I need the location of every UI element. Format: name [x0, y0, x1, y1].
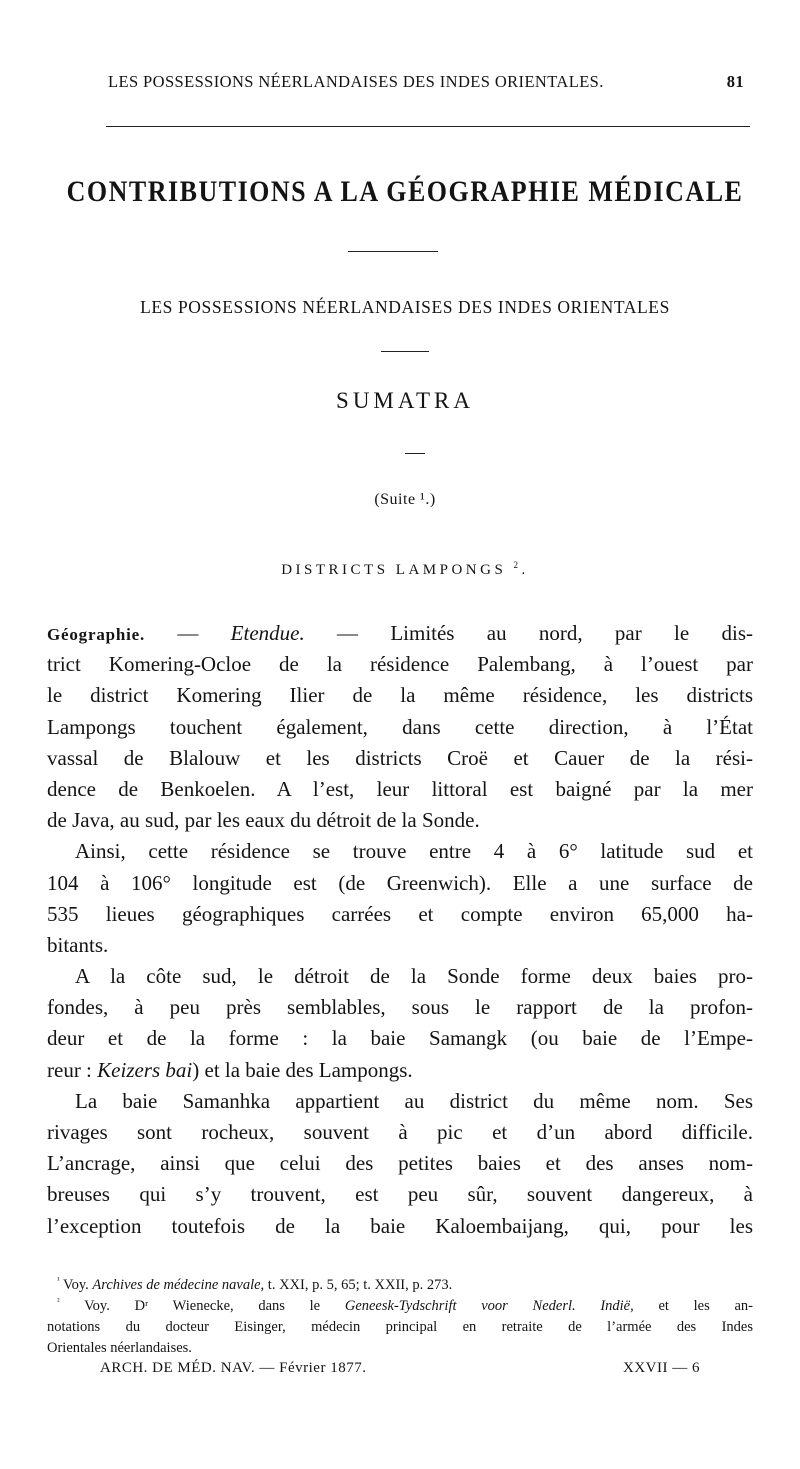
- paragraph-line: bitants.: [47, 932, 109, 957]
- footer-signature: XXVII — 6: [623, 1360, 700, 1376]
- paragraph-line: le district Komering Ilier de la même résidence, les districts: [47, 683, 753, 708]
- runin-subheading: Etendue.: [230, 621, 305, 645]
- continuation-note: (Suite ¹.): [374, 491, 436, 508]
- section-footnote-mark: 2: [513, 560, 522, 570]
- paragraph-line: 535 lieues géographiques carrées et compte environ 65,000 ha-: [47, 901, 753, 926]
- italic-term: Keizers bai: [97, 1057, 193, 1082]
- paragraph-line: de Java, au sud, par les eaux du détroit de la Sonde.: [47, 808, 480, 833]
- footnote-2: $^{^2}$ Voy. Dʳ Wienecke, dans le Genеesk-Tydschrift voor Nederl. Indië, et les an-: [57, 1296, 753, 1314]
- paragraph-line: L’ancrage, ainsi que celui des petites baies et des anses nom-: [47, 1151, 753, 1176]
- paragraph-line: breuses qui s’y trouvent, est peu sûr, souvent dangereux, à: [47, 1182, 753, 1207]
- paragraph-line: vassal de Blalouw et les districts Croë et Cauer de la rési-: [47, 745, 753, 770]
- running-head-title: LES POSSESSIONS NÉERLANDAISES DES INDES ORIENTALES.: [108, 72, 604, 91]
- subtitle-divider: [381, 351, 429, 352]
- article-subtitle: LES POSSESSIONS NÉERLANDAISES DES INDES ORIENTALES: [140, 297, 670, 317]
- place-divider: [405, 453, 425, 454]
- running-head: [108, 72, 758, 100]
- section-heading-text: DISTRICTS LAMPONGS: [281, 562, 507, 578]
- section-heading: DISTRICTS LAMPONGS $^2$.: [281, 560, 529, 578]
- paragraph-line: trict Komering-Ocloe de la résidence Palembang, à l’ouest par: [47, 652, 753, 677]
- paragraph-line: A la côte sud, le détroit de la Sonde forme deux baies pro-: [75, 964, 753, 989]
- paragraph-line: La baie Samanhka appartient au district du même nom. Ses: [75, 1088, 753, 1113]
- title-divider: [348, 251, 438, 252]
- paragraph-line: Lampongs touchent également, dans cette direction, à l’État: [47, 714, 753, 739]
- page-number: 81: [726, 72, 744, 91]
- paragraph-line: deur et de la forme : la baie Samangk (ou baie de l’Empe-: [47, 1026, 753, 1051]
- footnote-2-line: Orientales néerlandaises.: [47, 1340, 192, 1356]
- top-rule: [106, 126, 750, 127]
- paragraph-line: l’exception toutefois de la baie Kaloembaijang, qui, pour les: [47, 1213, 753, 1238]
- paragraph-line: rivages sont rocheux, souvent à pic et d’un abord difficile.: [47, 1120, 753, 1144]
- paragraph-line: dence de Benkoelen. A l’est, leur littoral est baigné par la mer: [47, 776, 753, 801]
- page-footer: [100, 1360, 700, 1384]
- paragraph-line: fondes, à peu près semblables, sous le rapport de la profon-: [47, 995, 753, 1020]
- footnotes: [47, 1275, 753, 1359]
- place-heading: SUMATRA: [336, 388, 474, 413]
- footer-journal: ARCH. DE MÉD. NAV. — Février 1877.: [100, 1360, 367, 1376]
- article-title: CONTRIBUTIONS A LA GÉOGRAPHIE MÉDICALE: [66, 174, 744, 209]
- footnote-2-line: notations du docteur Eisinger, médecin principal en retraite de l’armée des Indes: [47, 1319, 753, 1335]
- paragraph-line: 104 à 106° longitude est (de Greenwich). Elle a une surface de: [47, 870, 753, 895]
- paragraph-line: Géographie. — Etendue. — Limités au nord, par le dis-: [47, 621, 754, 645]
- paragraph-line: reur : Keizers bai) et la baie des Lampongs.: [47, 1057, 413, 1082]
- paragraph-line: Ainsi, cette résidence se trouve entre 4 à 6° latitude sud et: [75, 839, 753, 864]
- footnote-1: $^{^1}$ Voy. Archives de médecine navale, t. XXI, p. 5, 65; t. XXII, p. 273.: [57, 1275, 453, 1293]
- body-text: [47, 618, 753, 1242]
- runin-heading: Géographie.: [47, 625, 146, 644]
